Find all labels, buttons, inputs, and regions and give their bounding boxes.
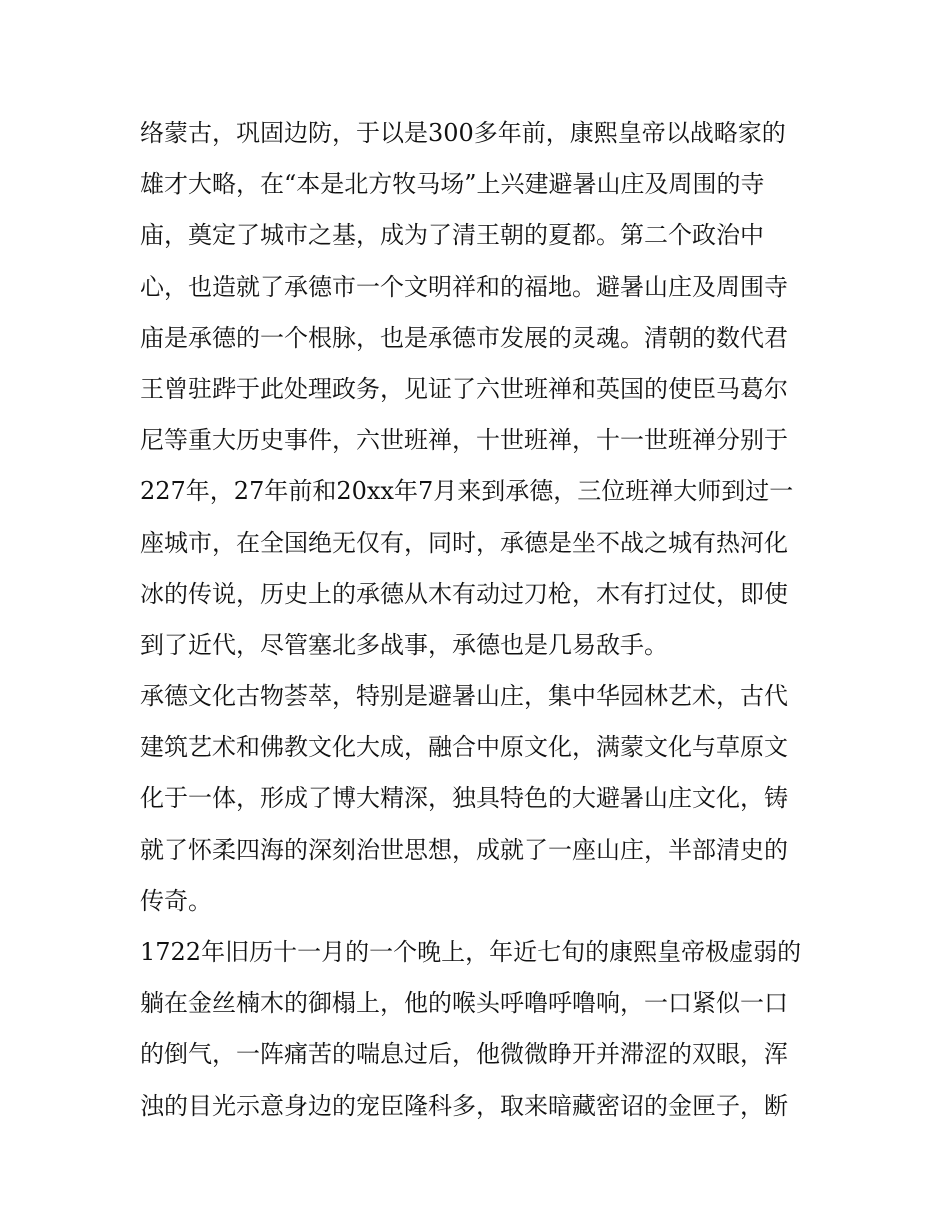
- text-line: 心，也造就了承德市一个文明祥和的福地。避暑山庄及周围寺: [140, 272, 788, 301]
- text-line: 1722年旧历十一月的一个晚上，年近七旬的康熙皇帝极虚弱的: [140, 938, 802, 966]
- text-line: 浊的目光示意身边的宠臣隆科多，取来暗藏密诏的金匣子，断: [140, 1091, 788, 1120]
- text-line: 冰的传说，历史上的承德从木有动过刀枪，木有打过仗，即使: [140, 579, 788, 608]
- text-line: 传奇。: [140, 886, 212, 915]
- text-line: 座城市，在全国绝无仅有，同时，承德是坐不战之城有热河化: [140, 528, 788, 557]
- text-line: 就了怀柔四海的深刻治世思想，成就了一座山庄，半部清史的: [140, 835, 788, 864]
- body-text: [140, 108, 820, 1132]
- text-line: 承德文化古物荟萃，特别是避暑山庄，集中华园林艺术，古代: [140, 682, 788, 711]
- text-line: 雄才大略，在“本是北方牧马场”上兴建避暑山庄及周围的寺: [140, 170, 765, 199]
- text-line: 庙，奠定了城市之基，成为了清王朝的夏都。第二个政治中: [140, 221, 764, 250]
- text-line: 庙是承德的一个根脉，也是承德市发展的灵魂。清朝的数代君: [140, 323, 788, 352]
- text-line: 到了近代，尽管塞北多战事，承德也是几易敌手。: [140, 630, 668, 659]
- text-line: 躺在金丝楠木的御榻上，他的喉头呼噜呼噜响，一口紧似一口: [140, 989, 788, 1018]
- text-line: 建筑艺术和佛教文化大成，融合中原文化，满蒙文化与草原文: [140, 733, 788, 762]
- text-line: 227年，27年前和20xx年7月来到承德，三位班禅大师到过一: [140, 477, 794, 506]
- text-line: 络蒙古，巩固边防，于以是300多年前，康熙皇帝以战略家的: [140, 119, 786, 147]
- text-line: 的倒气，一阵痛苦的喘息过后，他微微睁开并滞涩的双眼，浑: [140, 1040, 788, 1069]
- text-line: 化于一体，形成了博大精深，独具特色的大避暑山庄文化，铸: [140, 784, 788, 813]
- text-line: 尼等重大历史事件，六世班禅，十世班禅，十一世班禅分别于: [140, 426, 788, 455]
- text-line: 王曾驻跸于此处理政务，见证了六世班禅和英国的使臣马葛尔: [140, 374, 788, 403]
